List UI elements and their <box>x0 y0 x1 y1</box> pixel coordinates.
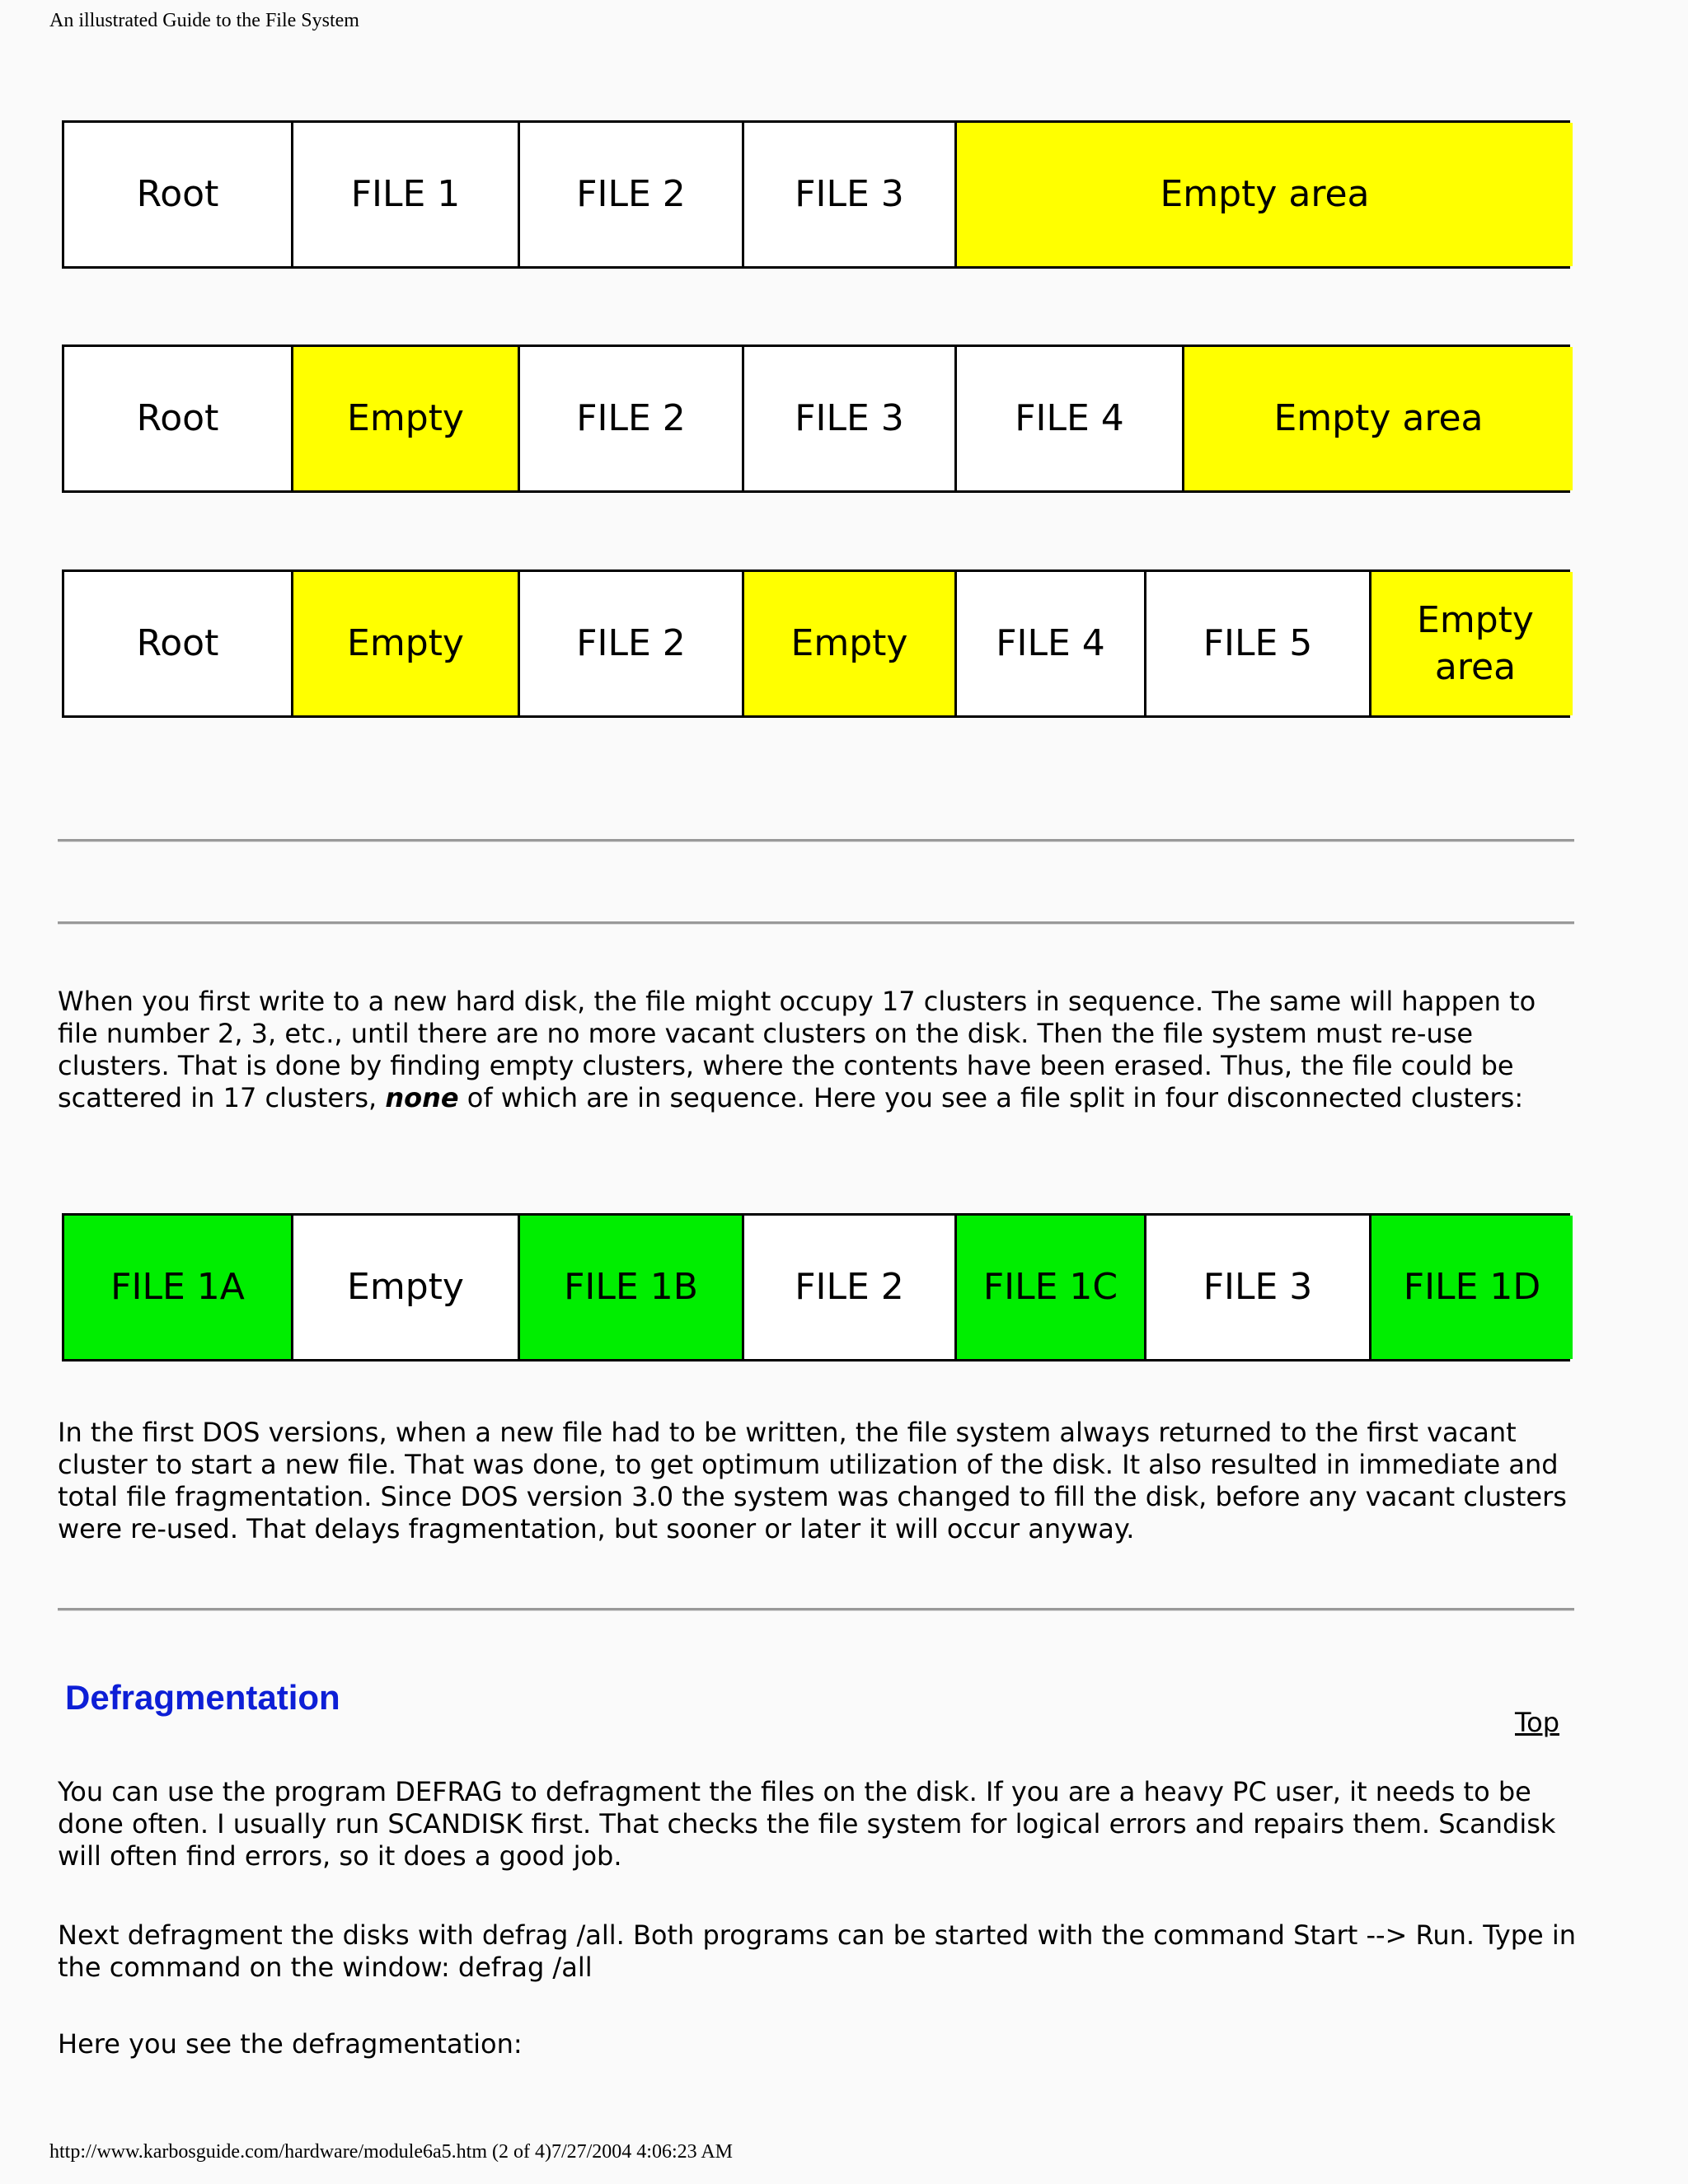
cluster-cell: FILE 4 <box>954 347 1182 490</box>
cluster-diagram-1 <box>62 120 1570 269</box>
cluster-cell: FILE 2 <box>742 1216 954 1359</box>
cluster-cell: Root <box>64 347 291 490</box>
cluster-cell: Root <box>64 572 291 715</box>
cluster-cell: FILE 3 <box>742 123 954 266</box>
page-footer: http://www.karbosguide.com/hardware/module6a5.htm (2 of 4)7/27/2004 4:06:23 AM <box>49 2141 733 2163</box>
cluster-cell: FILE 1A <box>64 1216 291 1359</box>
cluster-cell: FILE 1C <box>954 1216 1144 1359</box>
divider <box>58 921 1574 925</box>
cluster-cell: Empty <box>291 347 518 490</box>
cluster-cell: Empty <box>742 572 954 715</box>
cluster-diagram-3 <box>62 569 1570 718</box>
cluster-cell: FILE 2 <box>518 572 742 715</box>
divider <box>58 1608 1574 1611</box>
cluster-cell: FILE 2 <box>518 347 742 490</box>
cluster-cell: Empty area <box>954 123 1573 266</box>
cluster-cell: FILE 1 <box>291 123 518 266</box>
cluster-cell: Empty <box>291 1216 518 1359</box>
cluster-cell: Root <box>64 123 291 266</box>
cluster-cell: FILE 4 <box>954 572 1144 715</box>
section-heading: Defragmentation <box>65 1678 340 1717</box>
page-header: An illustrated Guide to the File System <box>49 10 359 31</box>
cluster-cell: FILE 1D <box>1369 1216 1573 1359</box>
cluster-cell: FILE 2 <box>518 123 742 266</box>
emphasis-none: none <box>385 1082 459 1113</box>
cluster-cell: Empty <box>291 572 518 715</box>
paragraph-defrag: You can use the program DEFRAG to defragment the files on the disk. If you are a heavy PC user, it needs to be done often. I usually run SCANDISK first. That checks the file system for logical errors and repairs them. Scandisk will often find errors, so it does a good job. <box>58 1776 1556 1872</box>
paragraph-defrag-all: Next defragment the disks with defrag /all. Both programs can be started with the command Start --> Run. Type in the command on the window: defrag /all <box>58 1919 1577 1983</box>
cluster-cell: Empty area <box>1369 572 1573 715</box>
top-link[interactable]: Top <box>1515 1707 1559 1738</box>
cluster-cell: FILE 1B <box>518 1216 742 1359</box>
paragraph-here: Here you see the defragmentation: <box>58 2028 523 2060</box>
paragraph-clusters: When you first write to a new hard disk, the file might occupy 17 clusters in sequence. The same will happen to file number 2, 3, etc., until there are no more vacant clusters on the disk. Then the file system must re-use clusters. That is done by finding empty clusters, where the contents have been erased. Thus, the file could be scattered in 17 clusters, none of which are in sequence. Here you see a file split in four disconnected clusters: <box>58 986 1536 1113</box>
paragraph-dos-versions: In the first DOS versions, when a new file had to be written, the file system always returned to the first vacant cluster to start a new file. That was done, to get optimum utilization of the disk. It also resulted in immediate and total file fragmentation. Since DOS version 3.0 the system was changed to fill the disk, before any vacant clusters were re-used. That delays fragmentation, but sooner or later it will occur anyway. <box>58 1417 1567 1544</box>
cluster-cell: FILE 3 <box>1144 1216 1369 1359</box>
divider <box>58 839 1574 842</box>
cluster-cell: Empty area <box>1182 347 1573 490</box>
cluster-cell: FILE 3 <box>742 347 954 490</box>
fragmented-file-diagram <box>62 1213 1570 1361</box>
cluster-diagram-2 <box>62 344 1570 493</box>
cluster-cell: FILE 5 <box>1144 572 1369 715</box>
